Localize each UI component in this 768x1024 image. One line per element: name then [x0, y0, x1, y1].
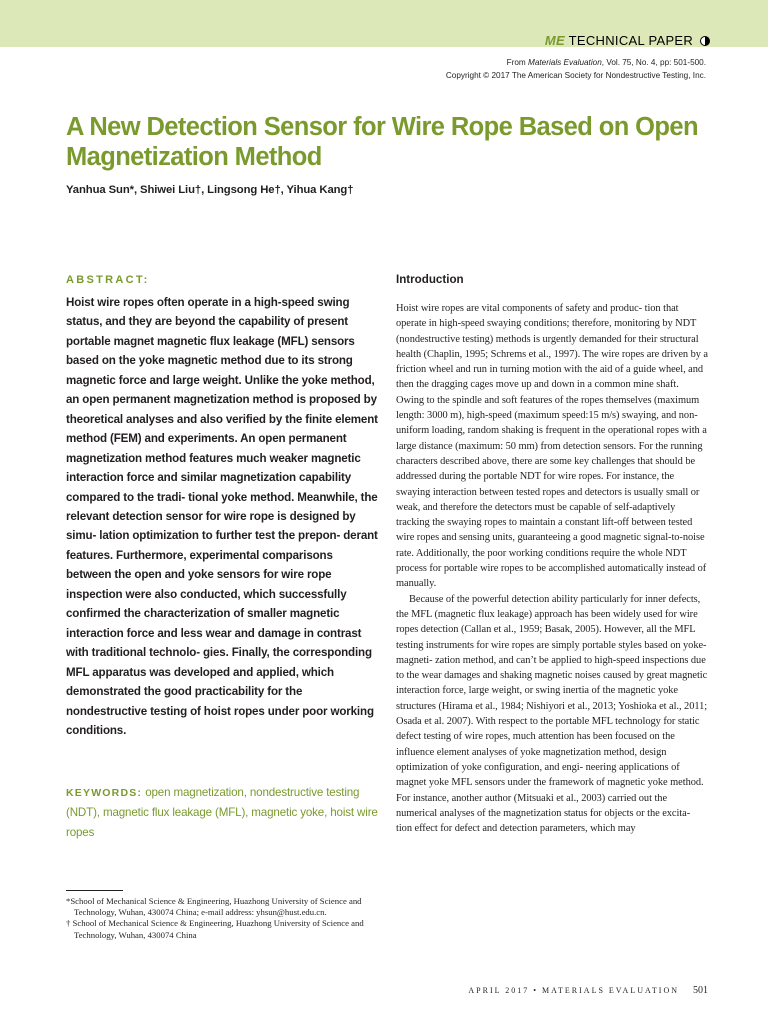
introduction-heading: Introduction [396, 273, 464, 286]
keywords [66, 783, 378, 842]
brand-me: ME [544, 33, 565, 48]
citation-journal: Materials Evaluation [528, 58, 602, 67]
footer-journal: MATERIALS EVALUATION [542, 986, 679, 995]
abstract-heading: ABSTRACT: [66, 274, 150, 286]
page-footer [468, 985, 708, 996]
introduction-body [396, 301, 708, 836]
footnote-corresponding-author: *School of Mechanical Science & Engineering, Huazhong University of Science and Technology, Wuhan, 430074 China; e-mail address: yhsun@hust.edu.cn. [66, 896, 362, 918]
footnote-affiliation: † School of Mechanical Science & Engineering, Huazhong University of Science and Technology, Wuhan, 430074 China [66, 918, 364, 940]
keywords-label: KEYWORDS: [66, 787, 143, 799]
footer-separator: • [533, 986, 539, 995]
journal-brand [545, 33, 711, 48]
citation-copyright: Copyright © 2017 The American Society for Nondestructive Testing, Inc. [445, 71, 706, 80]
citation-source [446, 56, 706, 69]
abstract-body: Hoist wire ropes often operate in a high-speed swing status, and they are beyond the capability of present portable magnet magnetic flux leakage (MFL) sensors based on the yoke magnetic method due to its strong magnetic force and large weight. Unlike the yoke method, an open permanent magnetization method is proposed by theoretical analyses and also verified by the finite element method (FEM) and experiments. An open permanent magnetization method features much weaker magnetic interaction force and similar magnetization capability compared to the tradi- tional yoke method. Meanwhile, the relevant detection sensor for wire rope is designed by simu- lation optimization to further test the prepon- derant features. Furthermore, experimental comparisons between the open and yoke sensors for wire rope inspection were also conducted, which successfully confirmed the characterization of smaller magnetic interaction force and less wear and damage in contrast with traditional technolo- gies. Finally, the corresponding MFL apparatus was developed and applied, which demonstrated the good practicability for the nondestructive testing of hoist ropes under poor working conditions. [66, 296, 378, 737]
keywords-list: open magnetization, nondestructive testing (NDT), magnetic flux leakage (MFL), magnetic yoke, hoist wire ropes [66, 786, 378, 839]
citation-prefix: From [506, 58, 529, 67]
page-number: 501 [693, 985, 708, 996]
article-authors: Yanhua Sun*, Shiwei Liu†, Lingsong He†, Yihua Kang† [66, 184, 354, 196]
citation-block [446, 56, 706, 82]
footnote-divider [66, 890, 123, 891]
introduction-paragraph-2: Because of the powerful detection ability particularly for inner defects, the MFL (magnetic flux leakage) approach has been widely used for wire ropes detection (Callan et al., 1959; Basak, 2005). However, all the MFL testing instruments for wire ropes are simply portable styles based on yoke-magneti- zation method, and can’t be applied to high-speed inspections due to the wear damages and shaking magnetic noises caused by great magnetic interaction force, large weight, or swing inertia of the magnetic yoke structures (Hirama et al., 1984; Nishiyori et al., 2013; Yoshioka et al., 2011; Osada et al. 2007). With respect to the portable MFL technology for static defect testing of wire ropes, much attention has been focused on the influence element analyses of yoke magnetization method, design optimization of yoke configuration, and engi- neering applications of magnet yoke MFL sensors under the framework of magnetic yoke method. For instance, another author (Mitsuaki et al., 2003) carried out the numerical analyses of the magnetization status for objects or the excita- tion effect for defect and detection parameters, which may [396, 593, 708, 835]
citation-details: , Vol. 75, No. 4, pp: 501-500. [601, 58, 706, 67]
article-title: A New Detection Sensor for Wire Rope Based on Open Magnetization Method [66, 113, 698, 171]
footer-date: APRIL 2017 [468, 986, 530, 995]
half-circle-icon [700, 36, 710, 46]
footnotes [66, 896, 376, 941]
brand-technical-paper: TECHNICAL PAPER [568, 33, 694, 48]
introduction-paragraph-1: Hoist wire ropes are vital components of safety and produc- tion that operate in high-speed swaying conditions; therefore, monitoring by NDT (nondestructive testing) methods is urgently demanded for their structural health (Chaplin, 1995; Schrems et al., 1997). The wire ropes are driven by a friction wheel and run in turning motion with the aid of a guide wheel, and then the dragging cages move up and down in a common mine shaft. Owing to the spindle and soft features of the ropes themselves (maximum length: 3000 m), high-speed (maximum speed:15 m/s) swaying, and non-uniform loading, random shaking is frequent in the operational ropes with a large distance (maximum: 50 mm) from detection sensors. For the running characters described above, there are some key challenges that should be addressed during the portable NDT for wire ropes. For instance, the swaying interaction between tested ropes and detectors is usually small or weak, and therefore the detectors must be capable of self-adaptively tracking the swaying ropes to maintain a constant lift-off between tested wire ropes and sensing units, guaranteeing a good magnetic signal-to-noise rate. Additionally, the poor working conditions require the whole NDT process for portable wire ropes to be accomplished automatically instead of manually. [396, 303, 708, 590]
